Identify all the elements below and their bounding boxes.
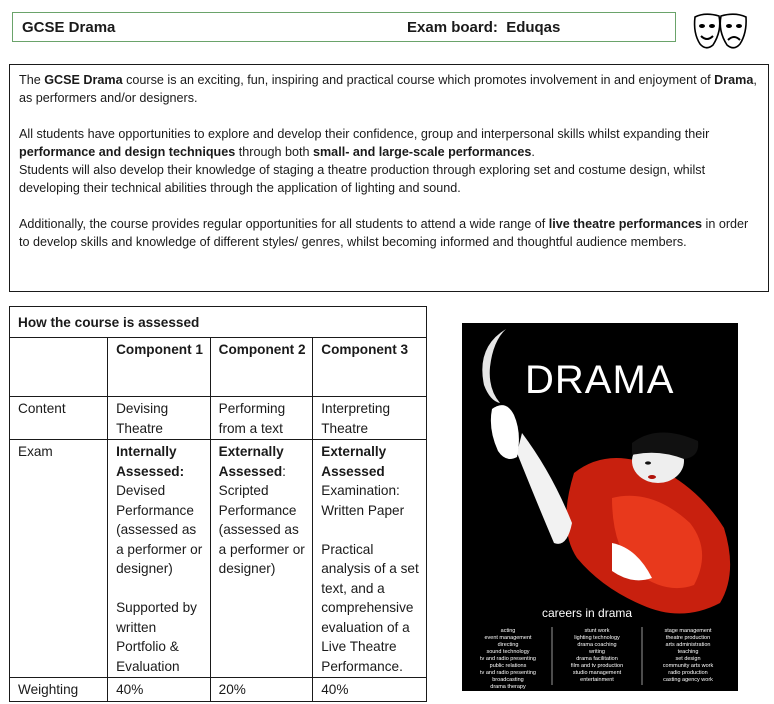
career-item: tv and radio presenting: [480, 670, 536, 676]
table-cell: Devising Theatre: [108, 397, 211, 440]
poster-subtitle: careers in drama: [542, 606, 633, 620]
assessment-table: [9, 306, 427, 702]
career-item: drama facilitation: [576, 656, 618, 662]
career-item: theatre production: [665, 635, 711, 641]
table-cell: Interpreting Theatre: [313, 397, 427, 440]
career-item: acting: [500, 628, 516, 634]
career-item: tv and radio presenting: [480, 656, 536, 662]
drama-careers-poster: [462, 323, 738, 691]
poster-title: DRAMA: [525, 358, 675, 402]
table-cell: 20%: [210, 678, 313, 702]
career-item: public relations: [489, 663, 527, 669]
career-item: teaching: [677, 649, 699, 655]
row-label: Weighting: [10, 678, 108, 702]
career-item: event management: [484, 635, 532, 641]
table-row-exam: [10, 440, 427, 678]
career-item: studio management: [572, 670, 622, 676]
career-item: directing: [497, 642, 519, 648]
career-item: casting agency work: [663, 677, 713, 683]
table-cell: Performing from a text: [210, 397, 313, 440]
career-item: drama therapy: [490, 684, 526, 690]
table-cell: Externally Assessed Examination: Written Paper Practical analysis of a set text, and a comprehensive evaluation of a Live Theatre Performance.: [313, 440, 427, 678]
table-cell: Internally Assessed: Devised Performance (assessed as a performer or designer) Supported by written Portfolio & Evaluation: [108, 440, 211, 678]
table-cell: 40%: [108, 678, 211, 702]
intro-paragraph-1: The GCSE Drama course is an exciting, fun, inspiring and practical course which promotes involvement in and enjoyment of Drama, as performers and/or designers.: [19, 73, 757, 105]
career-item: stunt work: [584, 628, 610, 634]
table-cell: Externally Assessed: Scripted Performance (assessed as a performer or designer): [210, 440, 313, 678]
career-item: broadcasting: [492, 677, 524, 683]
career-item: lighting technology: [574, 635, 620, 641]
career-item: arts administration: [665, 642, 711, 648]
intro-paragraph-2: All students have opportunities to explore and develop their confidence, group and interpersonal skills whilst expanding their performance and design techniques through both small- and large-scale performances.: [19, 127, 710, 159]
table-cell: 40%: [313, 678, 427, 702]
row-label: Exam: [10, 440, 108, 678]
theatre-masks-icon: [691, 11, 749, 53]
career-item: writing: [589, 649, 605, 655]
exam-board-label: Exam board: Eduqas: [407, 19, 561, 36]
career-item: community arts work: [662, 663, 714, 669]
subject-title: GCSE Drama: [22, 19, 116, 36]
intro-paragraph-3: Students will also develop their knowledge of staging a theatre production through exploring set and costume design, whilst developing their technical abilities through the application of lighting and sound.: [19, 163, 706, 195]
intro-paragraph-4: Additionally, the course provides regular opportunities for all students to attend a wide range of live theatre performances in order to develop skills and knowledge of different styles/ genres, whilst becoming informed and thoughtful audience members.: [19, 217, 749, 249]
table-row-content: [10, 397, 427, 440]
career-item: entertainment: [580, 677, 614, 683]
career-item: sound technology: [486, 649, 530, 655]
career-item: film and tv production: [570, 663, 624, 669]
career-item: set design: [675, 656, 701, 662]
component-3-header: Component 3: [313, 338, 427, 397]
course-introduction: [9, 64, 769, 292]
title-bar: [12, 12, 676, 42]
component-1-header: Component 1: [108, 338, 211, 397]
career-item: drama coaching: [577, 642, 617, 648]
career-item: stage management: [664, 628, 712, 634]
career-item: radio production: [668, 670, 708, 676]
component-2-header: Component 2: [210, 338, 313, 397]
table-title: How the course is assessed: [10, 307, 427, 338]
row-label: Content: [10, 397, 108, 440]
table-row-weighting: [10, 678, 427, 702]
table-header-row: [10, 338, 427, 397]
header-empty-cell: [10, 338, 108, 397]
careers-column-2: [571, 628, 623, 683]
